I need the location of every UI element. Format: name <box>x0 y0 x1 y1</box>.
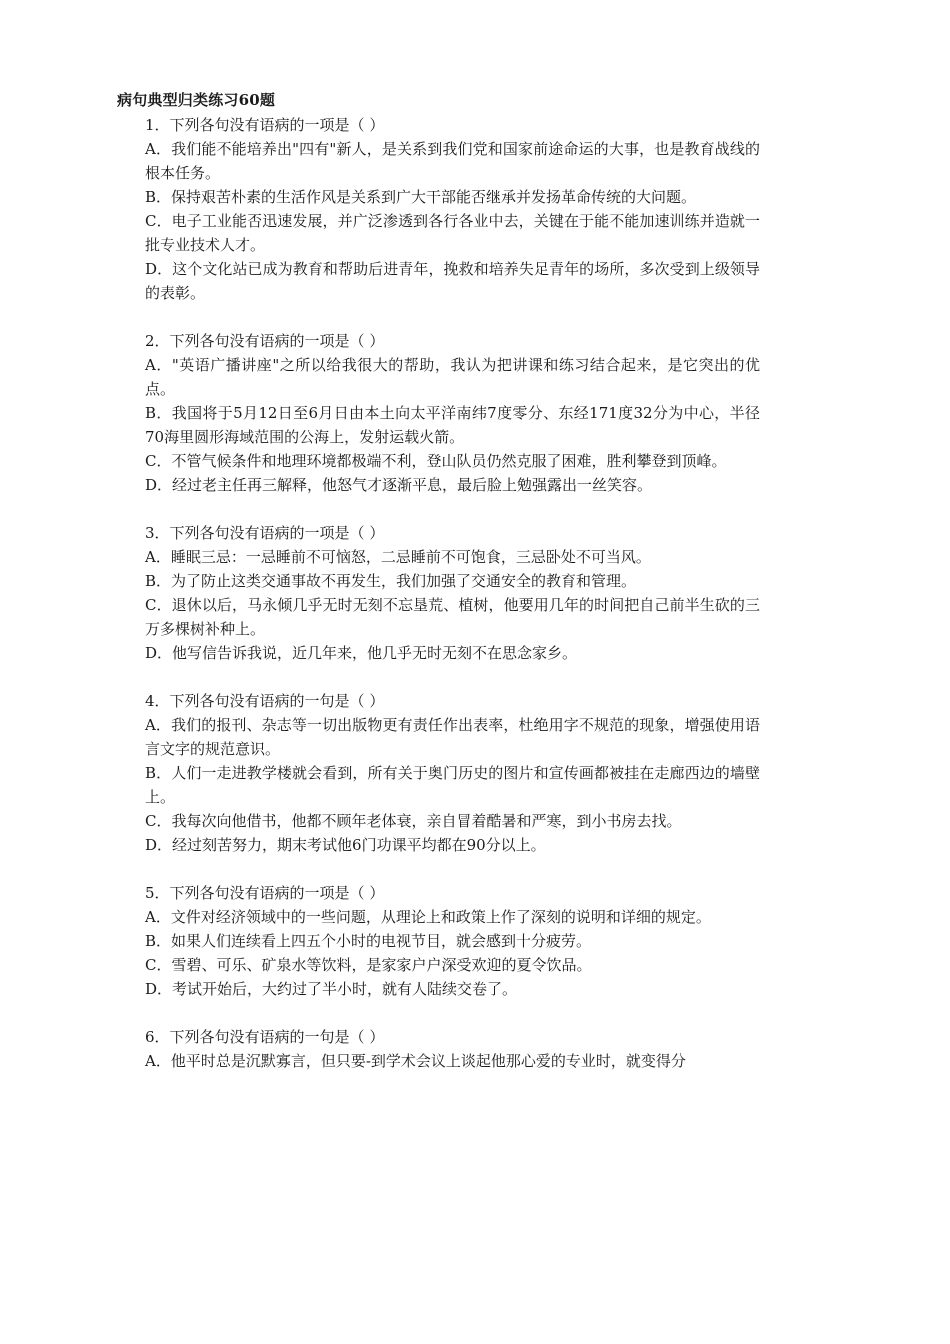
option-b: B．为了防止这类交通事故不再发生，我们加强了交通安全的教育和管理。 <box>145 572 637 590</box>
question-3 <box>145 521 760 665</box>
option-a: A．他平时总是沉默寡言，但只要-到学术会议上谈起他那心爱的专业时，就变得分 <box>145 1052 686 1070</box>
option-b: B．我国将于5月12日至6月日由本土向太平洋南纬7度零分、东经171度32分为中心，半径70海里圆形海域范围的公海上，发射运载火箭。 <box>145 404 760 446</box>
option-b: B．如果人们连续看上四五个小时的电视节目，就会感到十分疲劳。 <box>145 932 592 950</box>
option-a: A．睡眠三忌：一忌睡前不可恼怒，二忌睡前不可饱食，三忌卧处不可当风。 <box>145 548 651 566</box>
question-1 <box>145 113 760 305</box>
option-b: B．保持艰苦朴素的生活作风是关系到广大干部能否继承并发扬革命传统的大问题。 <box>145 188 697 206</box>
option-a: A．"英语广播讲座"之所以给我很大的帮助，我认为把讲课和练习结合起来，是它突出的优点。 <box>145 356 760 398</box>
option-a: A．文件对经济领域中的一些问题，从理论上和政策上作了深刻的说明和详细的规定。 <box>145 908 711 926</box>
question-stem: 1．下列各句没有语病的一项是（ ） <box>145 116 385 134</box>
option-b: B．人们一走进教学楼就会看到，所有关于奥门历史的图片和宣传画都被挂在走廊西边的墙壁上。 <box>145 764 760 806</box>
question-2 <box>145 329 760 497</box>
option-a: A．我们的报刊、杂志等一切出版物更有责任作出表率，杜绝用字不规范的现象，增强使用语言文字的规范意识。 <box>145 716 760 758</box>
option-c: C．退休以后，马永倾几乎无时无刻不忘垦荒、植树，他要用几年的时间把自己前半生砍的三万多棵树补种上。 <box>145 596 760 638</box>
option-c: C．不管气候条件和地理环境都极端不利，登山队员仍然克服了困难，胜利攀登到顶峰。 <box>145 452 727 470</box>
option-d: D．经过刻苦努力，期末考试他6门功课平均都在90分以上。 <box>145 836 546 854</box>
question-5 <box>145 881 760 1001</box>
option-d: D．这个文化站已成为教育和帮助后进青年，挽救和培养失足青年的场所，多次受到上级领导的表彰。 <box>145 260 760 302</box>
option-a: A．我们能不能培养出"四有"新人，是关系到我们党和国家前途命运的大事，也是教育战线的根本任务。 <box>145 140 760 182</box>
question-stem: 6．下列各句没有语病的一句是（ ） <box>145 1028 385 1046</box>
question-stem: 4．下列各句没有语病的一句是（ ） <box>145 692 385 710</box>
option-d: D．经过老主任再三解释，他怒气才逐渐平息，最后脸上勉强露出一丝笑容。 <box>145 476 653 494</box>
question-stem: 5．下列各句没有语病的一项是（ ） <box>145 884 385 902</box>
option-d: D．他写信告诉我说，近几年来，他几乎无时无刻不在思念家乡。 <box>145 644 578 662</box>
question-stem: 2．下列各句没有语病的一项是（ ） <box>145 332 385 350</box>
question-stem: 3．下列各句没有语病的一项是（ ） <box>145 524 385 542</box>
option-c: C．我每次向他借书，他都不顾年老体衰，亲自冒着酷暑和严寒，到小书房去找。 <box>145 812 682 830</box>
question-4 <box>145 689 760 857</box>
question-6 <box>145 1025 760 1073</box>
document-title: 病句典型归类练习60题 <box>117 91 276 109</box>
option-c: C．雪碧、可乐、矿泉水等饮料，是家家户户深受欢迎的夏令饮品。 <box>145 956 592 974</box>
option-d: D．考试开始后，大约过了半小时，就有人陆续交卷了。 <box>145 980 518 998</box>
option-c: C．电子工业能否迅速发展，并广泛渗透到各行各业中去，关键在于能不能加速训练并造就一批专业技术人才。 <box>145 212 760 254</box>
question-list <box>145 113 760 1097</box>
